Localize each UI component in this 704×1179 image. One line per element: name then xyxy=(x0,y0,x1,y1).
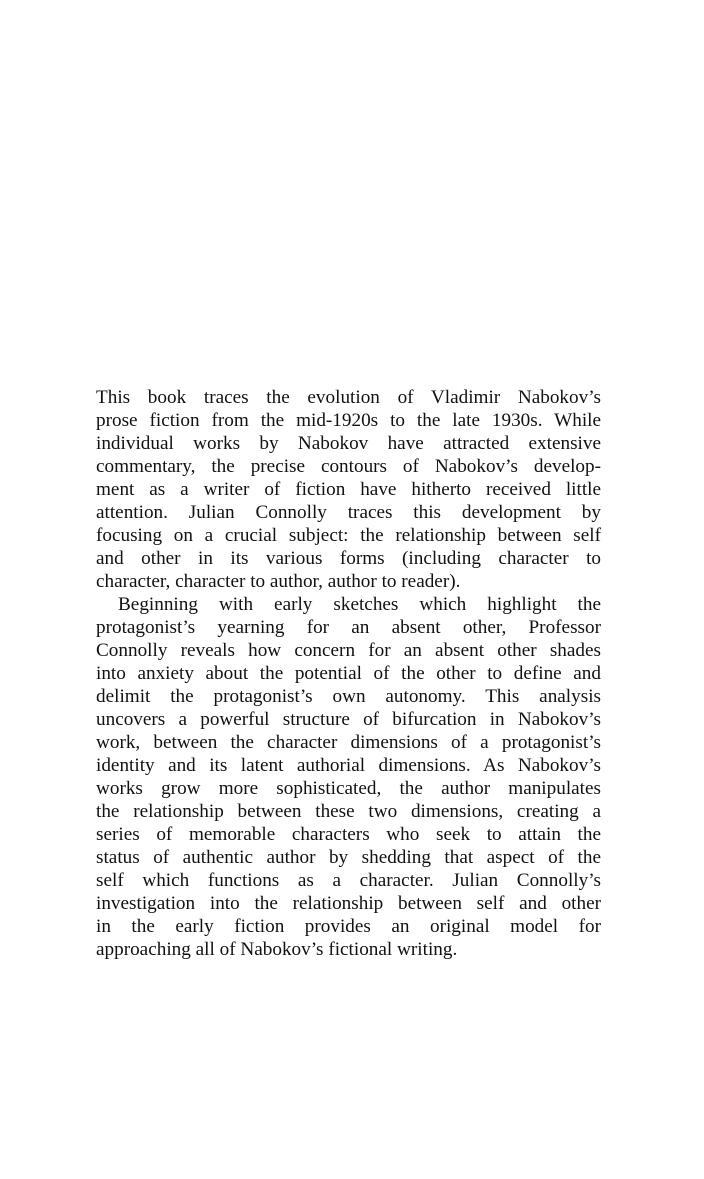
text-line: attention. Julian Connolly traces this development by xyxy=(96,502,601,523)
paragraph-1 xyxy=(96,386,601,593)
text-line: approaching all of Nabokov’s fictional writing. xyxy=(96,939,458,960)
text-line: This book traces the evolution of Vladimir Nabokov’s xyxy=(96,387,601,408)
text-line: works grow more sophisticated, the author manipulates xyxy=(96,778,601,799)
text-line: and other in its various forms (including character to xyxy=(96,548,601,569)
text-line: Beginning with early sketches which highlight the xyxy=(118,594,601,615)
text-line: protagonist’s yearning for an absent other, Professor xyxy=(96,617,601,638)
text-line: Connolly reveals how concern for an absent other shades xyxy=(96,640,601,661)
text-line: prose fiction from the mid-1920s to the late 1930s. While xyxy=(96,410,601,431)
text-line: self which functions as a character. Julian Connolly’s xyxy=(96,870,601,891)
text-line: the relationship between these two dimensions, creating a xyxy=(96,801,601,822)
text-line: work, between the character dimensions of a protagonist’s xyxy=(96,732,601,753)
text-line: ment as a writer of fiction have hitherto received little xyxy=(96,479,601,500)
text-line: delimit the protagonist’s own autonomy. This analysis xyxy=(96,686,601,707)
text-line: focusing on a crucial subject: the relationship between self xyxy=(96,525,601,546)
text-line: character, character to author, author to reader). xyxy=(96,571,461,592)
text-line: uncovers a powerful structure of bifurcation in Nabokov’s xyxy=(96,709,601,730)
book-description xyxy=(96,386,601,961)
paragraph-2 xyxy=(96,593,601,961)
text-line: investigation into the relationship between self and other xyxy=(96,893,601,914)
text-line: status of authentic author by shedding that aspect of the xyxy=(96,847,601,868)
text-line: series of memorable characters who seek to attain the xyxy=(96,824,601,845)
text-line: into anxiety about the potential of the other to define and xyxy=(96,663,601,684)
text-line: identity and its latent authorial dimensions. As Nabokov’s xyxy=(96,755,601,776)
text-line: individual works by Nabokov have attracted extensive xyxy=(96,433,601,454)
text-line: in the early fiction provides an original model for xyxy=(96,916,601,937)
text-line: commentary, the precise contours of Nabokov’s develop- xyxy=(96,456,601,477)
